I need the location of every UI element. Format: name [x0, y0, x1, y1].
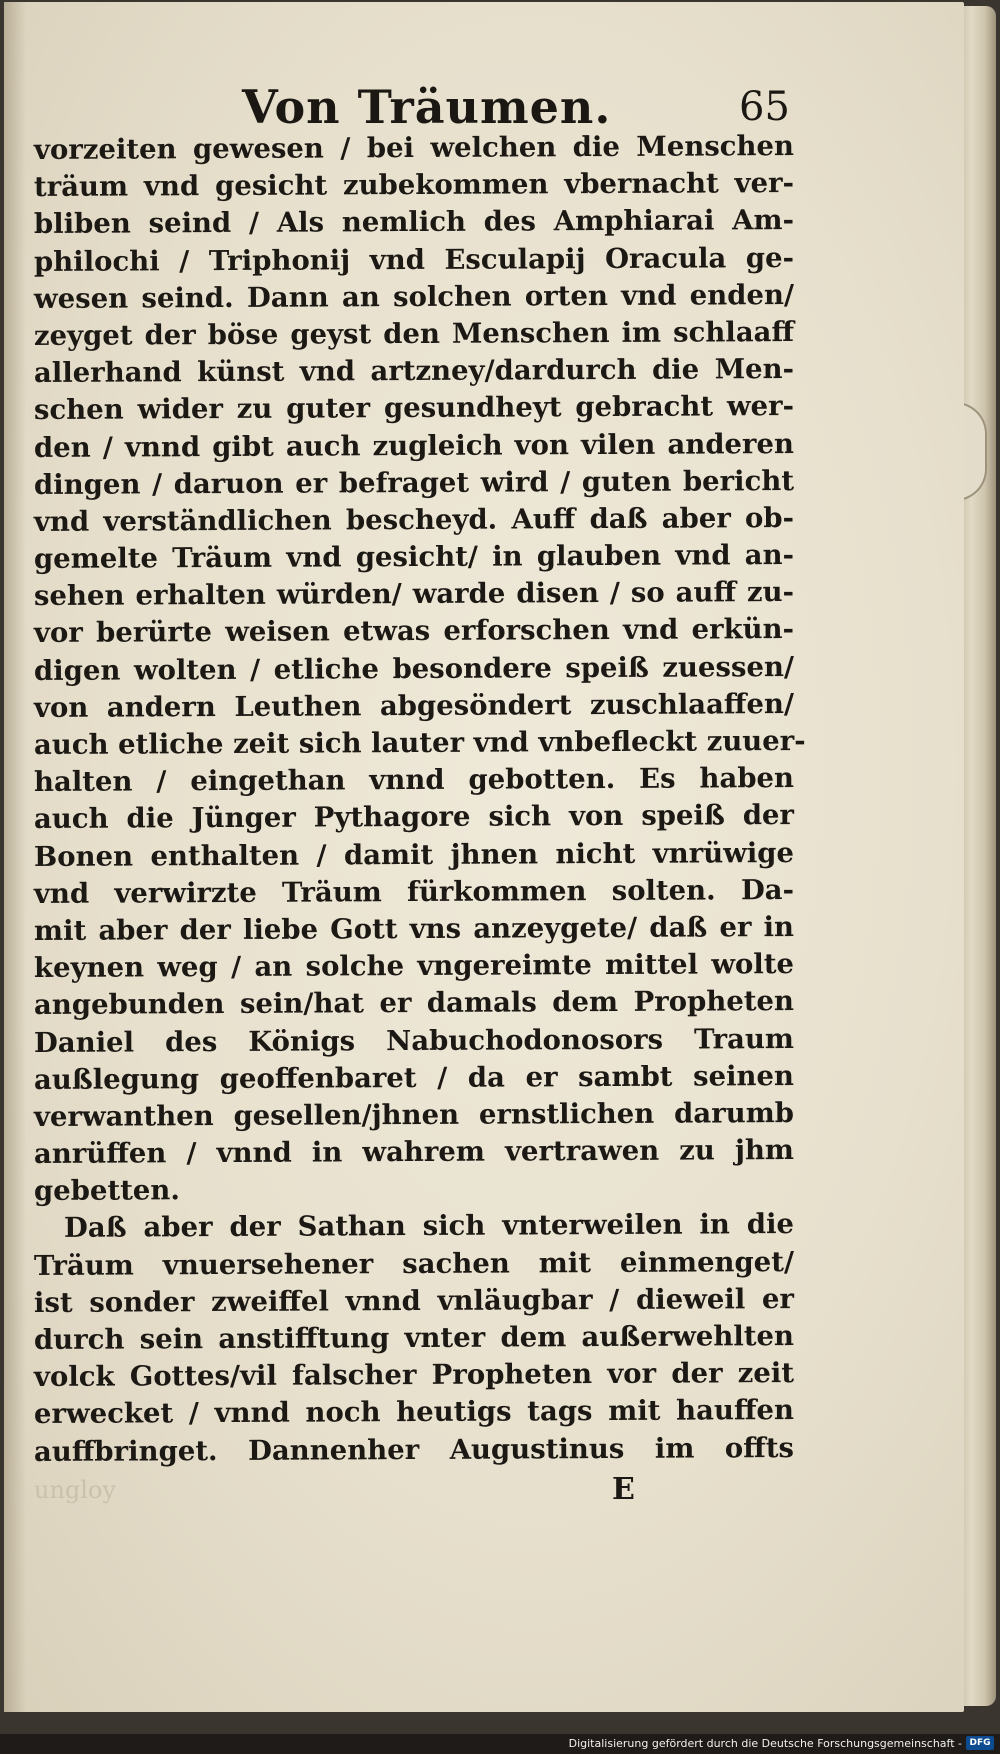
- catchword: E: [612, 1472, 635, 1507]
- text-line: verwanthen gesellen/jhnen ernstlichen darumb: [33, 1096, 795, 1133]
- text-line: von andern Leuthen abgesöndert zuschlaaffen/: [33, 687, 795, 724]
- text-line: vnd verwirzte Träum fürkommen solten. Da-: [33, 873, 795, 910]
- text-line: philochi / Triphonij vnd Esculapij Oracula ge-: [33, 241, 795, 278]
- page-number: 65: [739, 84, 790, 130]
- text-line: angebunden sein/hat er damals dem Propheten: [33, 985, 795, 1022]
- body-text: [33, 130, 806, 1469]
- text-line: Bonen enthalten / damit jhnen nicht vnrüwige: [33, 836, 795, 873]
- text-line: auch etliche zeit sich lauter vnd vnbefleckt zuuer-: [33, 724, 806, 761]
- text-line: Daniel des Königs Nabuchodonosors Traum: [33, 1022, 795, 1059]
- text-line: außlegung geoffenbaret / da er sambt seinen: [33, 1059, 795, 1096]
- text-line: vorzeiten gewesen / bei welchen die Menschen: [33, 130, 795, 166]
- text-line: vor berürte weisen etwas erforschen vnd erkün-: [33, 613, 795, 650]
- book-page: [4, 2, 964, 1712]
- text-line: dingen / daruon er befraget wird / guten bericht: [33, 464, 795, 501]
- text-line: digen wolten / etliche besondere speiß zuessen/: [33, 650, 795, 687]
- text-line: vnd verständlichen bescheyd. Auff daß aber ob-: [33, 501, 795, 538]
- text-line: sehen erhalten würden/ warde disen / so auff zu-: [33, 576, 795, 613]
- text-line: Träum vnuersehener sachen mit einmenget/: [33, 1245, 795, 1282]
- digitization-credit: Digitalisierung gefördert durch die Deutsche Forschungsgemeinschaft -: [568, 1737, 962, 1750]
- text-line: allerhand künst vnd artzney/dardurch die Men-: [33, 353, 795, 390]
- text-line: keynen weg / an solche vngereimte mittel wolte: [33, 948, 795, 985]
- text-line: gemelte Träum vnd gesicht/ in glauben vnd an-: [33, 539, 795, 576]
- text-line: erwecket / vnnd noch heutigs tags mit hauffen: [33, 1394, 795, 1431]
- dfg-logo: DFG: [966, 1736, 994, 1750]
- text-line: wesen seind. Dann an solchen orten vnd enden/: [33, 278, 795, 315]
- text-line: den / vnnd gibt auch zugleich von vilen anderen: [33, 427, 795, 464]
- text-line: volck Gottes/vil falscher Propheten vor der zeit: [33, 1357, 795, 1394]
- running-title: Von Träumen.: [242, 80, 612, 134]
- text-line: auch die Jünger Pythagore sich von speiß der: [33, 799, 795, 836]
- text-line: Daß aber der Sathan sich vnterweilen in die: [63, 1208, 795, 1245]
- text-line: halten / eingethan vnnd gebotten. Es haben: [33, 762, 795, 799]
- text-line: zeyget der böse geyst den Menschen im schlaaff: [33, 315, 795, 352]
- text-line: durch sein anstifftung vnter dem außerwehlten: [33, 1320, 795, 1356]
- text-line: bliben seind / Als nemlich des Amphiarai Am-: [33, 204, 795, 241]
- text-line: mit aber der liebe Gott vns anzeygete/ daß er in: [33, 910, 795, 947]
- bleed-through-text: ungloy: [34, 1476, 116, 1504]
- text-line: träum vnd gesicht zubekommen vbernacht ver-: [33, 167, 795, 204]
- text-line: schen wider zu guter gesundheyt gebracht wer-: [33, 390, 795, 427]
- text-line: gebetten.: [33, 1174, 181, 1208]
- text-line: anrüffen / vnnd in wahrem vertrawen zu jhm: [33, 1134, 795, 1171]
- text-line: auffbringet. Dannenher Augustinus im offts: [33, 1431, 795, 1468]
- text-line: ist sonder zweiffel vnnd vnläugbar / dieweil er: [33, 1282, 795, 1319]
